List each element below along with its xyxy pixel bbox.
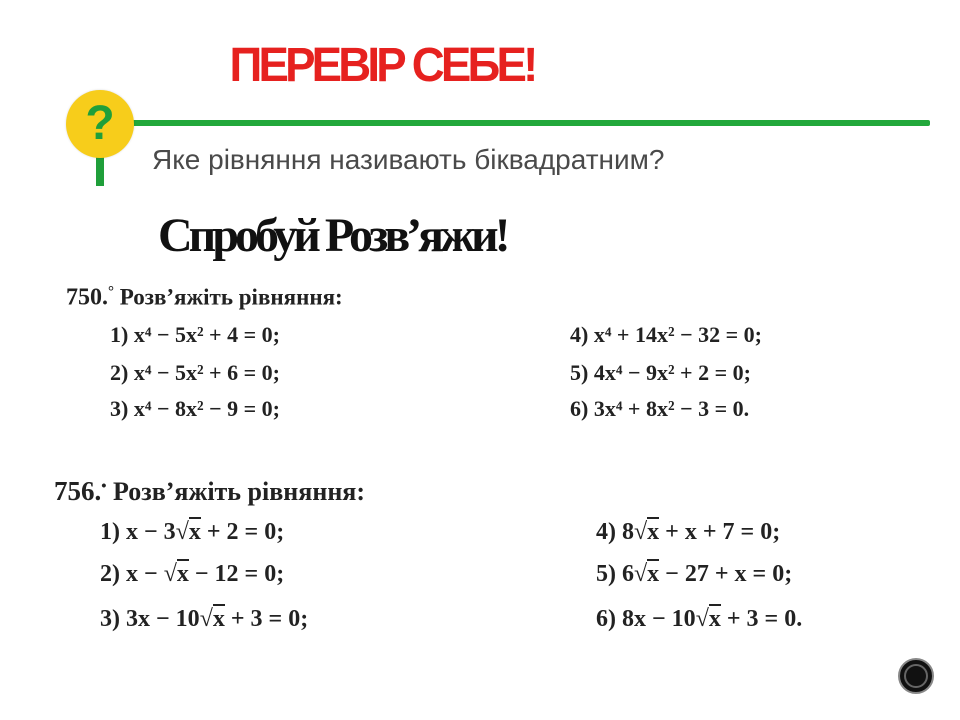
item-label: 5) [596,561,616,587]
item-label: 6) [570,396,589,421]
equation: 3x⁴ + 8x² − 3 = 0. [593,396,750,421]
sqrt-sign: √ [163,561,177,587]
exercise-750-instruction: Розв’яжіть рівняння: [119,284,343,310]
equation-part: + x + 7 = 0; [659,519,781,545]
radicand: x [647,561,660,587]
circle-button-inner [904,664,928,688]
exercise-750-item-5 [570,360,751,386]
sqrt-sign: √ [695,606,709,632]
equation-part: + 3 = 0. [720,606,803,632]
equation-part: 8x − 10 [622,606,696,632]
equation: x⁴ + 14x² − 32 = 0; [593,322,762,347]
equation-part: 3x − 10 [126,606,200,632]
slide-subtitle: Спробуй Розв’яжи! [158,209,507,262]
item-label: 2) [110,360,129,385]
equation-part: x − 3 [126,519,176,545]
equation: x⁴ − 5x² + 4 = 0; [133,322,280,347]
radicand: x [176,561,189,587]
slide-title: ПЕРЕВІР СЕБЕ! [229,39,535,92]
exercise-750-marker: ° [108,284,114,300]
exercise-756-number: 756. [54,476,102,506]
equation-part: 6 [622,561,634,587]
equation: 4x⁴ − 9x² + 2 = 0; [593,360,751,385]
exercise-756-item-4 [596,519,780,546]
radicand: x [188,519,201,545]
sqrt-sign: √ [175,519,189,545]
exercise-750-number: 750. [66,284,108,311]
exercise-756-item-3 [100,606,308,633]
radicand: x [212,606,225,632]
item-label: 1) [100,519,120,545]
question-badge-stem [96,156,104,186]
equation-part: + 3 = 0; [224,606,309,632]
item-label: 3) [110,396,129,421]
circle-button-icon[interactable] [898,658,934,694]
exercise-750-item-4 [570,322,762,348]
sqrt-sign: √ [634,561,648,587]
equation-part: − 12 = 0; [188,561,285,587]
exercise-756-item-2 [100,561,284,588]
question-mark: ? [85,97,115,150]
exercise-756-instruction: Розв’яжіть рівняння: [113,477,366,506]
exercise-750-item-1 [110,322,280,348]
item-label: 2) [100,561,120,587]
item-label: 1) [110,322,129,347]
equation: x⁴ − 5x² + 6 = 0; [133,360,280,385]
question-banner-line [128,120,930,126]
question-text: Яке рівняння називають біквадратним? [152,144,665,175]
equation: x⁴ − 8x² − 9 = 0; [133,396,280,421]
item-label: 4) [570,322,589,347]
sqrt-sign: √ [634,519,648,545]
item-label: 6) [596,606,616,632]
radicand: x [647,519,660,545]
equation-part: + 2 = 0; [200,519,285,545]
sqrt-sign: √ [199,606,213,632]
exercise-750-item-3 [110,396,280,422]
radicand: x [708,606,721,632]
item-label: 5) [570,360,589,385]
exercise-750-item-6 [570,396,749,422]
exercise-756-header [54,476,365,507]
item-label: 3) [100,606,120,632]
item-label: 4) [596,519,616,545]
equation-part: 8 [622,519,634,545]
exercise-756-marker: • [101,478,107,495]
exercise-750-header [66,284,343,312]
exercise-756-item-5 [596,561,792,588]
exercise-756-item-6 [596,606,802,633]
exercise-750-item-2 [110,360,280,386]
equation-part: x − [126,561,164,587]
exercise-756-item-1 [100,519,284,546]
equation-part: − 27 + x = 0; [659,561,793,587]
